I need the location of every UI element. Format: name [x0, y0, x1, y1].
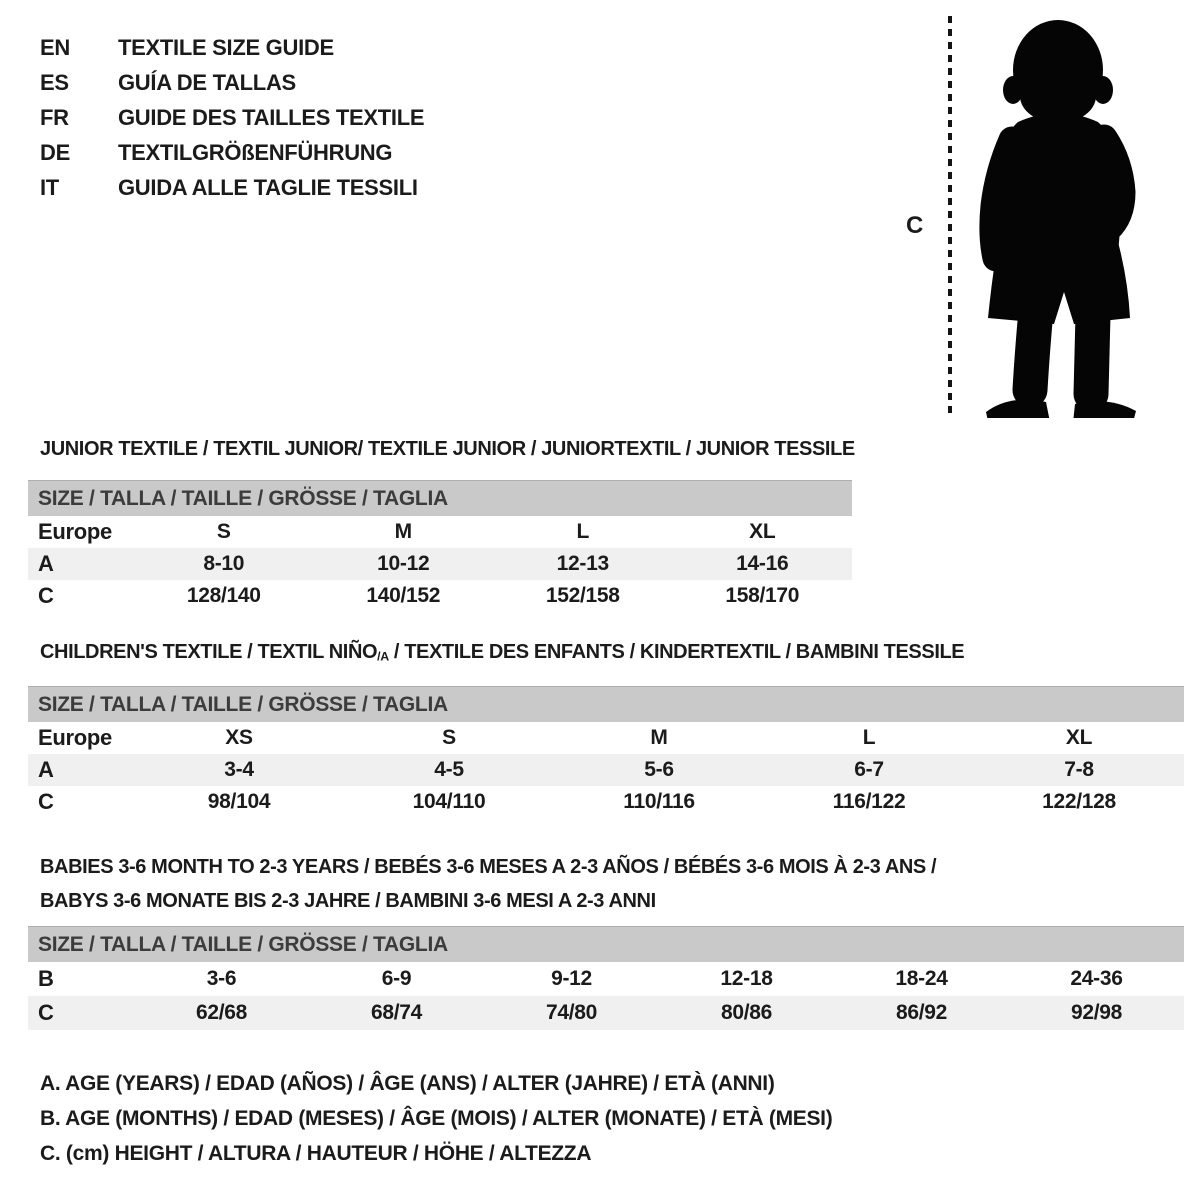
lang-title-es: GUÍA DE TALLAS: [118, 69, 296, 95]
junior-row-age: [28, 548, 852, 580]
lang-code-fr: FR: [40, 104, 69, 130]
junior-size-table: [28, 480, 852, 612]
footnote-age-years: A. AGE (YEARS) / EDAD (AÑOS) / ÂGE (ANS) / ALTER (JAHRE) / ETÀ (ANNI): [40, 1072, 775, 1095]
babies-title-line1: BABIES 3-6 MONTH TO 2-3 YEARS / BEBÉS 3-6 MESES A 2-3 AÑOS / BÉBÉS 3-6 MOIS À 2-3 ANS /: [40, 856, 937, 878]
lang-title-it: GUIDA ALLE TAGLIE TESSILI: [118, 174, 418, 200]
junior-row-europe: [28, 516, 852, 548]
table-cell: 68/74: [370, 1001, 423, 1024]
lang-row-de: [40, 135, 424, 170]
height-measure-label: C: [906, 212, 924, 239]
junior-age-row-label: A: [38, 551, 54, 576]
babies-months-row-label: B: [38, 966, 54, 991]
language-title-list: [40, 30, 424, 205]
children-europe-row-label: Europe: [38, 725, 112, 750]
children-col-header-m: M: [650, 726, 668, 749]
junior-col-header-l: L: [576, 520, 590, 543]
children-col-header-xl: XL: [1065, 726, 1093, 749]
babies-row-height: [28, 996, 1184, 1030]
junior-col-header-s: S: [216, 520, 231, 543]
junior-section-title: JUNIOR TEXTILE / TEXTIL JUNIOR/ TEXTILE JUNIOR / JUNIORTEXTIL / JUNIOR TESSILE: [40, 438, 855, 460]
children-row-height: [28, 786, 1184, 818]
children-row-europe: [28, 722, 1184, 754]
children-size-header-bar: [28, 686, 1184, 722]
junior-height-row-label: C: [38, 583, 54, 608]
babies-height-row-label: C: [38, 1000, 54, 1025]
lang-row-fr: [40, 100, 424, 135]
table-cell: 3-4: [224, 758, 254, 781]
babies-size-table: [28, 926, 1184, 1030]
junior-col-header-xl: XL: [749, 520, 776, 543]
table-cell: 116/122: [832, 790, 906, 813]
table-cell: 98/104: [207, 790, 271, 813]
children-size-table: [28, 686, 1184, 818]
table-cell: 5-6: [644, 758, 674, 781]
table-cell: 122/128: [1042, 790, 1116, 813]
lang-title-fr: GUIDE DES TAILLES TEXTILE: [118, 104, 425, 130]
table-cell: 80/86: [720, 1001, 773, 1024]
children-title-prefix: CHILDREN'S TEXTILE / TEXTIL NIÑO: [40, 641, 378, 663]
lang-row-en: [40, 30, 424, 65]
babies-size-header-label: SIZE / TALLA / TAILLE / GRÖSSE / TAGLIA: [38, 932, 448, 956]
children-col-header-s: S: [442, 726, 456, 749]
table-cell: 12-13: [556, 552, 609, 575]
table-cell: 4-5: [434, 758, 464, 781]
junior-col-header-m: M: [394, 520, 412, 543]
lang-code-en: EN: [40, 34, 70, 60]
children-title-subscript: /A: [377, 649, 389, 664]
children-age-row-label: A: [38, 757, 54, 782]
children-row-age: [28, 754, 1184, 786]
lang-code-de: DE: [40, 139, 70, 165]
babies-title-line2: BABYS 3-6 MONATE BIS 2-3 JAHRE / BAMBINI 3-6 MESI A 2-3 ANNI: [40, 890, 656, 912]
table-cell: 18-24: [895, 967, 948, 990]
footnote-age-months: B. AGE (MONTHS) / EDAD (MESES) / ÂGE (MOIS) / ALTER (MONATE) / ETÀ (MESI): [40, 1107, 833, 1130]
table-cell: 140/152: [366, 584, 441, 607]
table-cell: 104/110: [412, 790, 486, 813]
children-size-header-label: SIZE / TALLA / TAILLE / GRÖSSE / TAGLIA: [38, 692, 448, 716]
table-cell: 24-36: [1070, 967, 1123, 990]
table-cell: 128/140: [186, 584, 261, 607]
children-height-row-label: C: [38, 789, 54, 814]
lang-row-it: [40, 170, 424, 205]
table-cell: 152/158: [545, 584, 620, 607]
table-cell: 158/170: [725, 584, 800, 607]
toddler-silhouette-image: [952, 10, 1147, 418]
table-cell: 86/92: [895, 1001, 948, 1024]
lang-row-es: [40, 65, 424, 100]
junior-size-header-bar: [28, 480, 852, 516]
babies-row-months: [28, 962, 1184, 996]
table-cell: 92/98: [1070, 1001, 1123, 1024]
lang-code-it: IT: [40, 174, 59, 200]
table-cell: 6-9: [381, 967, 412, 990]
table-cell: 74/80: [545, 1001, 598, 1024]
lang-title-en: TEXTILE SIZE GUIDE: [118, 34, 334, 60]
lang-title-de: TEXTILGRÖßENFÜHRUNG: [118, 139, 393, 165]
babies-size-header-bar: [28, 926, 1184, 962]
lang-code-es: ES: [40, 69, 69, 95]
children-section-title: [40, 641, 964, 664]
children-title-suffix: / TEXTILE DES ENFANTS / KINDERTEXTIL / BAMBINI TESSILE: [388, 641, 965, 663]
footnote-legend: [40, 1066, 832, 1171]
table-cell: 10-12: [377, 552, 430, 575]
babies-section-title: [40, 850, 936, 918]
footnote-height-cm: C. (cm) HEIGHT / ALTURA / HAUTEUR / HÖHE / ALTEZZA: [40, 1142, 592, 1165]
table-cell: 110/116: [623, 790, 695, 813]
table-cell: 7-8: [1064, 758, 1094, 781]
table-cell: 14-16: [736, 552, 789, 575]
table-cell: 6-7: [854, 758, 884, 781]
table-cell: 62/68: [195, 1001, 248, 1024]
table-cell: 8-10: [203, 552, 245, 575]
junior-europe-row-label: Europe: [38, 519, 112, 544]
junior-row-height: [28, 580, 852, 612]
junior-size-header-label: SIZE / TALLA / TAILLE / GRÖSSE / TAGLIA: [38, 486, 448, 510]
table-cell: 12-18: [720, 967, 773, 990]
table-cell: 9-12: [551, 967, 592, 990]
table-cell: 3-6: [206, 967, 237, 990]
children-col-header-l: L: [862, 726, 876, 749]
children-col-header-xs: XS: [225, 726, 253, 749]
